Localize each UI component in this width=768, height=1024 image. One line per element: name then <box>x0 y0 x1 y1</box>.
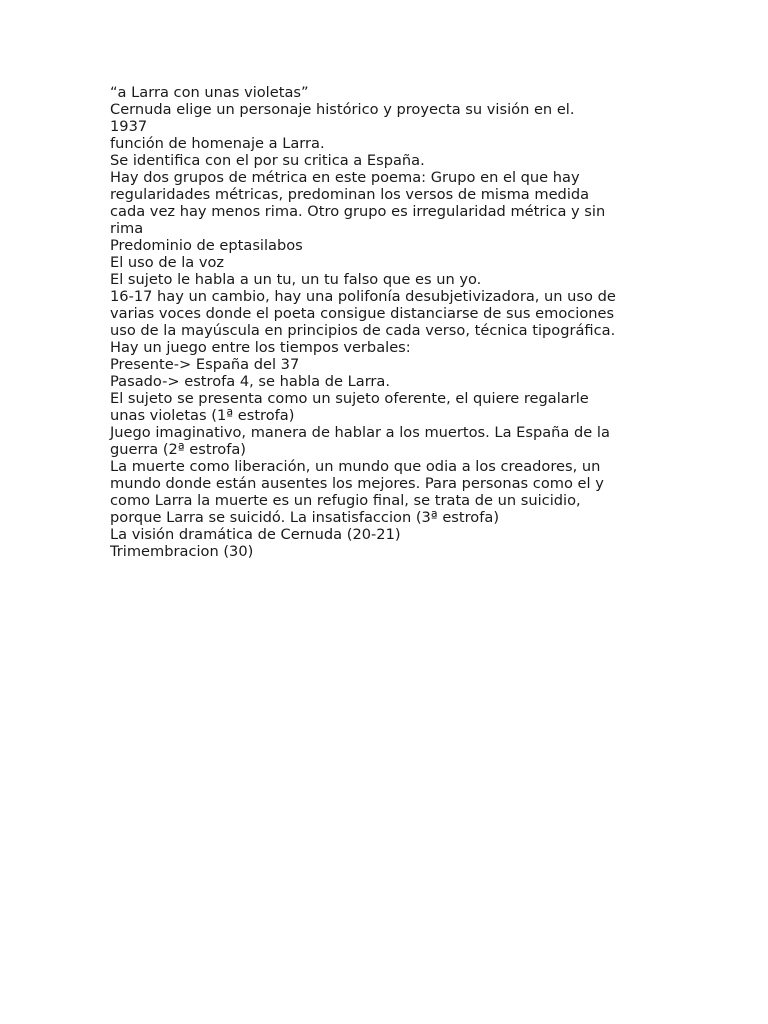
document-line: Predominio de eptasilabos <box>110 237 303 254</box>
document-line: porque Larra se suicidó. La insatisfaccion (3ª estrofa) <box>110 509 500 526</box>
document-line: El uso de la voz <box>110 254 225 271</box>
document-line: Cernuda elige un personaje histórico y proyecta su visión en el. <box>110 101 575 118</box>
document-line: “a Larra con unas violetas” <box>110 84 309 101</box>
document-line: 16-17 hay un cambio, hay una polifonía desubjetivizadora, un uso de <box>110 288 616 305</box>
document-line: Hay dos grupos de métrica en este poema: Grupo en el que hay <box>110 169 580 186</box>
document-text <box>110 84 650 560</box>
document-line: El sujeto se presenta como un sujeto oferente, el quiere regalarle <box>110 390 589 407</box>
document-line: cada vez hay menos rima. Otro grupo es irregularidad métrica y sin <box>110 203 606 220</box>
document-line: Trimembracion (30) <box>110 543 254 560</box>
document-line: Juego imaginativo, manera de hablar a los muertos. La España de la <box>110 424 610 441</box>
document-line: función de homenaje a Larra. <box>110 135 325 152</box>
document-line: uso de la mayúscula en principios de cada verso, técnica tipográfica. <box>110 322 616 339</box>
document-line: El sujeto le habla a un tu, un tu falso que es un yo. <box>110 271 482 288</box>
document-line: regularidades métricas, predominan los versos de misma medida <box>110 186 590 203</box>
document-line: varias voces donde el poeta consigue distanciarse de sus emociones <box>110 305 615 322</box>
document-line: unas violetas (1ª estrofa) <box>110 407 295 424</box>
document-line: Se identifica con el por su critica a España. <box>110 152 425 169</box>
document-line: Hay un juego entre los tiempos verbales: <box>110 339 411 356</box>
document-line: como Larra la muerte es un refugio final, se trata de un suicidio, <box>110 492 581 509</box>
document-line: La visión dramática de Cernuda (20-21) <box>110 526 401 543</box>
document-line: 1937 <box>110 118 148 135</box>
document-line: rima <box>110 220 144 237</box>
document-line: mundo donde están ausentes los mejores. Para personas como el y <box>110 475 604 492</box>
document-line: guerra (2ª estrofa) <box>110 441 246 458</box>
document-line: Presente-> España del 37 <box>110 356 300 373</box>
document-line: La muerte como liberación, un mundo que odia a los creadores, un <box>110 458 601 475</box>
document-line: Pasado-> estrofa 4, se habla de Larra. <box>110 373 391 390</box>
